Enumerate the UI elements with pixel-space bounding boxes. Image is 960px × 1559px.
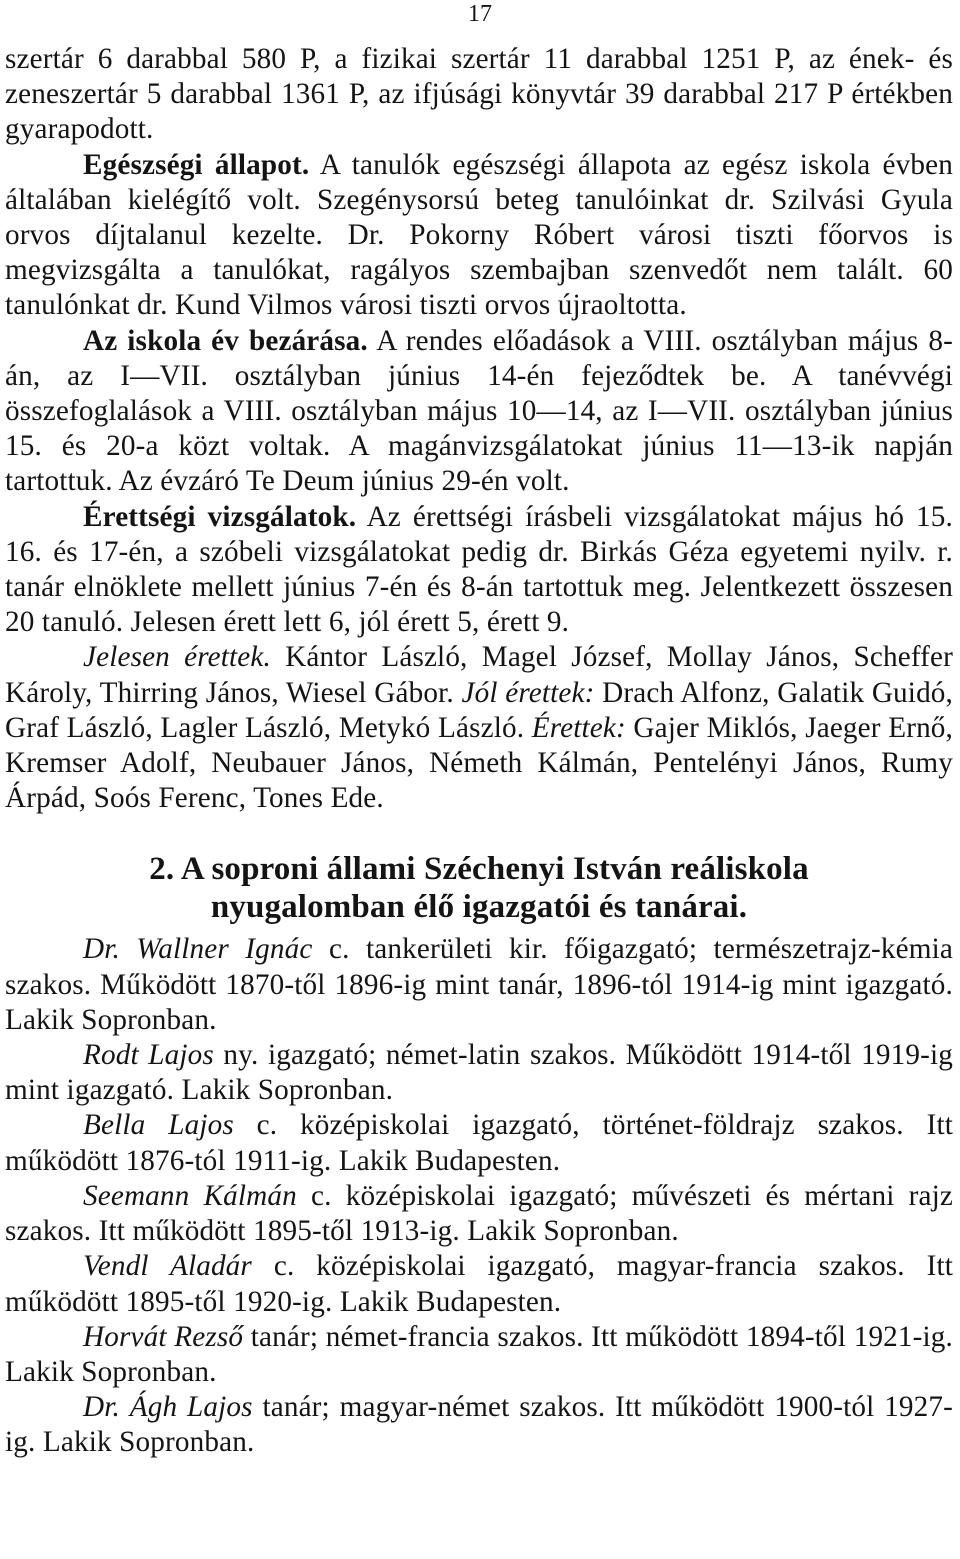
staff-details: c. tankerületi kir. főigazgató; természetrajz-kémia szakos. Működött 1870-től 1896-ig mint tanár, 1896-tól 1914-ig mint igazgató. Lakik Sopronban. xyxy=(5,933,953,1036)
staff-details: c. középiskolai igazgató, magyar-francia szakos. Itt működött 1895-től 1920-ig. Lakik Budapesten. xyxy=(5,1250,954,1318)
page-number: 17 xyxy=(468,1,492,27)
paragraph-text: A tanulók egészségi állapota az egész iskola évben általában kielégítő volt. Szegénysorsú beteg tanulóinkat dr. Szilvási Gyula orvos díjtalanul kezelte. Dr. Pokorny Róbert városi tiszti főorvos is megvizsgálta a tanulókat, ragályos szembajban szenvedőt nem talált. 60 tanulónkat dr. Kund Vilmos városi tiszti orvos újraoltotta. xyxy=(5,148,953,322)
staff-entry xyxy=(5,1038,953,1108)
staff-entry xyxy=(5,1390,953,1460)
section-spacer xyxy=(5,816,953,850)
paragraph-text: A rendes előadások a VIII. osztályban május 8-án, az I—VII. osztályban június 14-én fejeződtek be. A tanévvégi összefoglalások a VIII. osztályban május 10—14, az I—VII. osztályban június 15. és 20-a közt voltak. A magánvizsgálatokat június 11—13-ik napján tartottuk. Az évzáró Te Deum június 29-én volt. xyxy=(5,324,953,498)
staff-name: Bella Lajos xyxy=(83,1109,234,1142)
paragraph-text: szertár 6 darabbal 580 P, a fizikai szertár 11 darabbal 1251 P, az ének- és zeneszertár 5 darabbal 1361 P, az ifjúsági könyvtár 39 darabbal 217 P értékben gyarapodott. xyxy=(5,43,953,146)
staff-entry xyxy=(5,1179,953,1249)
staff-entry xyxy=(5,1320,953,1390)
staff-name: Rodt Lajos xyxy=(83,1039,214,1072)
staff-entry xyxy=(5,1108,953,1178)
paragraph-health xyxy=(5,148,953,324)
section-heading xyxy=(5,850,953,926)
staff-name: Seemann Kálmán xyxy=(83,1179,297,1212)
staff-entry xyxy=(5,1249,953,1319)
staff-name: Dr. Ágh Lajos xyxy=(83,1391,253,1424)
staff-details: c. középiskolai igazgató; művészeti és mértani rajz szakos. Itt működött 1895-től 1913-ig. Lakik Sopronban. xyxy=(5,1179,953,1248)
result-label: Jól érettek: xyxy=(461,676,595,709)
paragraph-text: Drach Alfonz, Galatik Guidó, Graf László, Lagler László, Metykó László. xyxy=(5,676,953,744)
run-in-heading: Egészségi állapot. xyxy=(83,148,310,181)
paragraph-text: Az érettségi írásbeli vizsgálatokat május hó 15. 16. és 17-én, a szóbeli vizsgálatokat pedig dr. Birkás Géza egyetemi nyilv. r. tanár elnöklete mellett június 7-én és 8-án tartottuk meg. Jelentkezett összesen 20 tanuló. Jelesen érett lett 6, jól érett 5, érett 9. xyxy=(5,500,953,639)
staff-details: c. középiskolai igazgató, történet-földrajz szakos. Itt működött 1876-tól 1911-ig. Lakik Budapesten. xyxy=(5,1109,953,1177)
section-heading-line: nyugalomban élő igazgatói és tanárai. xyxy=(210,889,748,926)
paragraph-maturity-exams xyxy=(5,500,953,641)
result-label: Érettek: xyxy=(531,711,626,744)
paragraph-inventory xyxy=(5,42,953,148)
section-heading-line: 2. A soproni állami Széchenyi István reáliskola xyxy=(149,851,809,888)
staff-name: Horvát Rezső xyxy=(83,1320,244,1353)
paragraph-text: Gajer Miklós, Jaeger Ernő, Kremser Adolf, Neubauer János, Németh Kálmán, Pentelényi János, Rumy Árpád, Soós Ferenc, Tones Ede. xyxy=(5,711,953,815)
staff-name: Dr. Wallner Ignác xyxy=(83,933,313,966)
run-in-heading: Az iskola év bezárása. xyxy=(83,324,368,357)
staff-entry xyxy=(5,932,953,1038)
paragraph-exam-results xyxy=(5,640,953,816)
run-in-heading: Érettségi vizsgálatok. xyxy=(83,500,357,533)
staff-name: Vendl Aladár xyxy=(83,1250,252,1283)
staff-details: tanár; német-francia szakos. Itt működött 1894-től 1921-ig. Lakik Sopronban. xyxy=(5,1320,953,1388)
paragraph-text: Kántor László, Magel József, Mollay János, Scheffer Károly, Thirring János, Wiesel Gábor. xyxy=(5,641,954,709)
paragraph-year-closing xyxy=(5,324,953,500)
result-label: Jelesen érettek. xyxy=(83,641,271,674)
body-text xyxy=(5,42,953,1461)
staff-details: tanár; magyar-német szakos. Itt működött 1900-tól 1927-ig. Lakik Sopronban. xyxy=(5,1391,953,1459)
staff-details: ny. igazgató; német-latin szakos. Működött 1914-től 1919-ig mint igazgató. Lakik Sopronban. xyxy=(5,1039,953,1107)
